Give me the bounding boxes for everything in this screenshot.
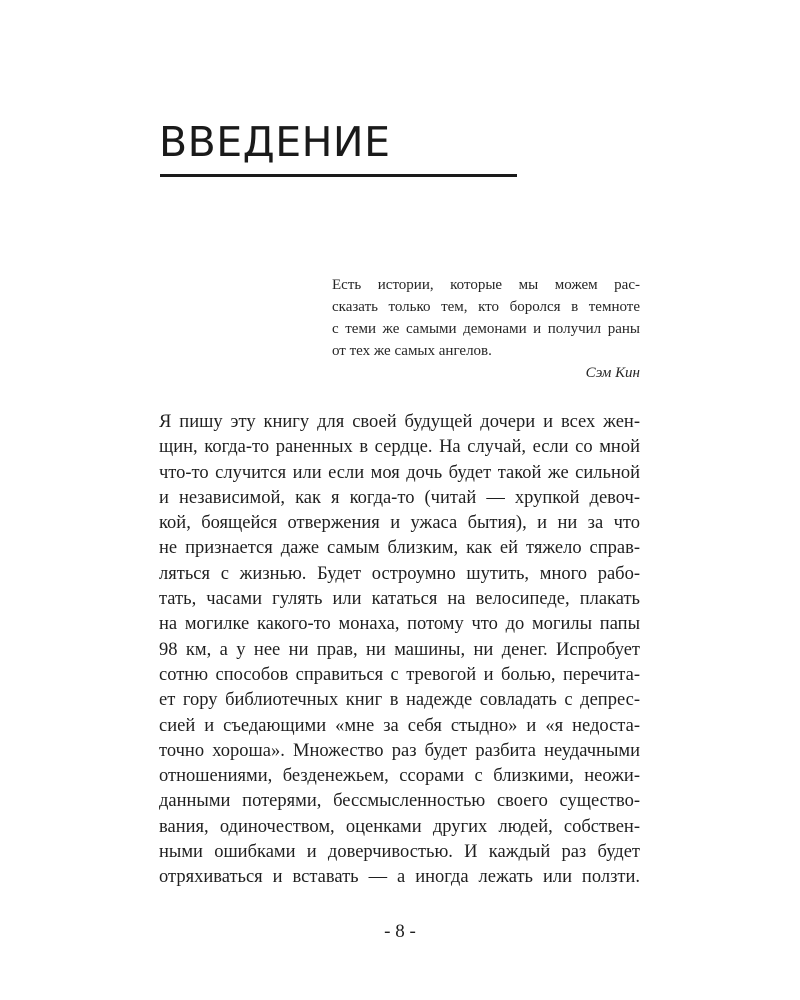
title-underline	[160, 174, 517, 177]
body-line: не признается даже самым близким, как ей тяжело справ-	[159, 538, 640, 559]
body-line: что-то случится или если моя дочь будет такой же сильной	[159, 462, 640, 483]
body-line: Я пишу эту книгу для своей будущей дочери и всех жен-	[159, 412, 640, 432]
body-line: сией и съедающими «мне за себя стыдно» и «я недоста-	[159, 715, 640, 736]
body-line: ными ошибками и доверчивостью. И каждый раз будет	[159, 842, 640, 863]
body-paragraph	[159, 410, 640, 891]
epigraph	[332, 274, 640, 384]
body-line: на могилке какого-то монаха, потому что до могилы папы	[159, 614, 640, 635]
epigraph-line: Есть истории, которые мы можем рас-	[332, 277, 640, 293]
page-number: - 8 -	[384, 921, 416, 942]
body-line: отряхиваться и вставать — а иногда лежать или ползти.	[159, 867, 640, 888]
body-line: ляться с жизнью. Будет остроумно шутить, много рабо-	[159, 563, 640, 584]
body-line: отношениями, безденежьем, ссорами с близкими, неожи-	[159, 766, 640, 787]
body-line: 98 км, а у нее ни прав, ни машины, ни денег. Испробует	[159, 639, 640, 660]
body-line: точно хороша». Множество раз будет разбита неудачными	[159, 740, 640, 761]
chapter-title: ВВЕДЕНИЕ	[159, 118, 391, 166]
epigraph-line: с теми же самыми демонами и получил раны	[332, 321, 640, 337]
body-line: тать, часами гулять или кататься на велосипеде, плакать	[159, 589, 640, 610]
epigraph-line: сказать только тем, кто боролся в темноте	[332, 299, 640, 315]
body-line: щин, когда-то раненных в сердце. На случай, если со мной	[159, 437, 640, 458]
body-line: ет гору библиотечных книг в надежде совладать с депрес-	[159, 690, 640, 711]
body-line: сотню способов справиться с тревогой и болью, перечита-	[159, 664, 640, 685]
body-line: и независимой, как я когда-то (читай — хрупкой девоч-	[159, 487, 640, 508]
body-line: кой, боящейся отвержения и ужаса бытия), и ни за что	[159, 513, 640, 534]
body-line: вания, одиночеством, оценками других людей, собствен-	[159, 816, 640, 837]
epigraph-author: Сэм Кин	[585, 365, 640, 381]
body-line: данными потерями, бессмысленностью своего существо-	[159, 791, 640, 812]
epigraph-line: от тех же самых ангелов.	[332, 343, 492, 359]
